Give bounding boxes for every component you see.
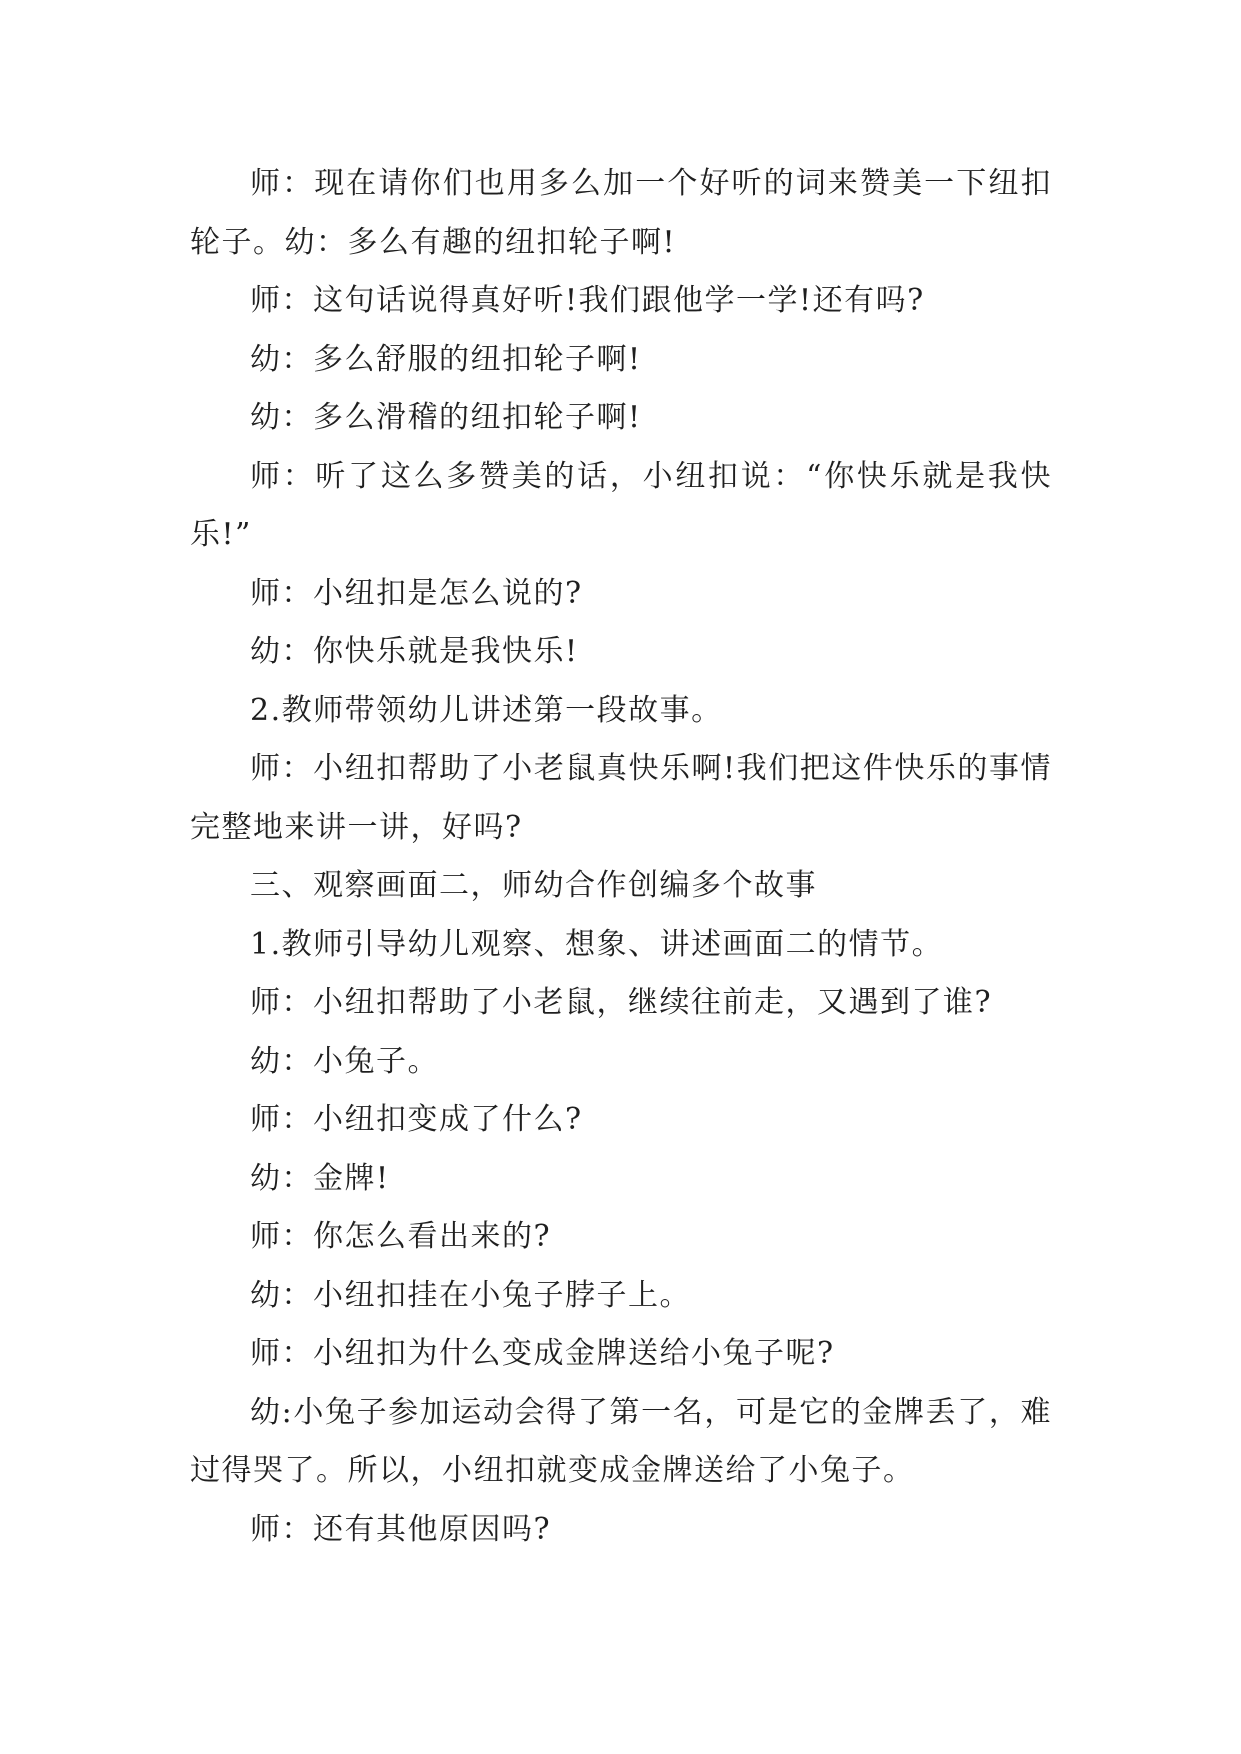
paragraph-3: 幼：多么舒服的纽扣轮子啊! [250, 341, 642, 377]
paragraph-8: 2.教师带领幼儿讲述第一段故事。 [250, 692, 723, 728]
paragraph-18: 师：小纽扣为什么变成金牌送给小兔子呢? [250, 1336, 835, 1371]
paragraph-16: 师：你怎么看出来的? [250, 1219, 552, 1254]
paragraph-14: 师：小纽扣变成了什么? [250, 1102, 583, 1137]
paragraph-9: 师：小纽扣帮助了小老鼠真快乐啊!我们把这件快乐的事情完整地来讲一讲，好吗? [190, 751, 1052, 845]
paragraph-13: 幼：小兔子。 [250, 1043, 439, 1079]
paragraph-20: 师：还有其他原因吗? [250, 1511, 552, 1547]
section-heading: 三、观察画面二，师幼合作创编多个故事 [250, 868, 817, 903]
paragraph-6: 师：小纽扣是怎么说的? [250, 575, 583, 611]
paragraph-19: 幼:小兔子参加运动会得了第一名，可是它的金牌丢了，难过得哭了。所以，小纽扣就变成金牌送给了小兔子。 [190, 1394, 1052, 1488]
document-body [190, 155, 1052, 1559]
paragraph-11: 1.教师引导幼儿观察、想象、讲述画面二的情节。 [250, 926, 944, 962]
paragraph-12: 师：小纽扣帮助了小老鼠，继续往前走，又遇到了谁? [250, 985, 993, 1020]
paragraph-4: 幼：多么滑稽的纽扣轮子啊! [250, 400, 642, 435]
paragraph-2: 师：这句话说得真好听!我们跟他学一学!还有吗? [250, 283, 925, 318]
paragraph-5: 师：听了这么多赞美的话，小纽扣说：“你快乐就是我快乐!” [190, 458, 1052, 552]
paragraph-1: 师：现在请你们也用多么加一个好听的词来赞美一下纽扣轮子。幼：多么有趣的纽扣轮子啊! [190, 166, 1052, 260]
paragraph-7: 幼：你快乐就是我快乐! [250, 634, 579, 669]
paragraph-15: 幼：金牌! [250, 1160, 390, 1196]
paragraph-17: 幼：小纽扣挂在小兔子脖子上。 [250, 1277, 691, 1313]
